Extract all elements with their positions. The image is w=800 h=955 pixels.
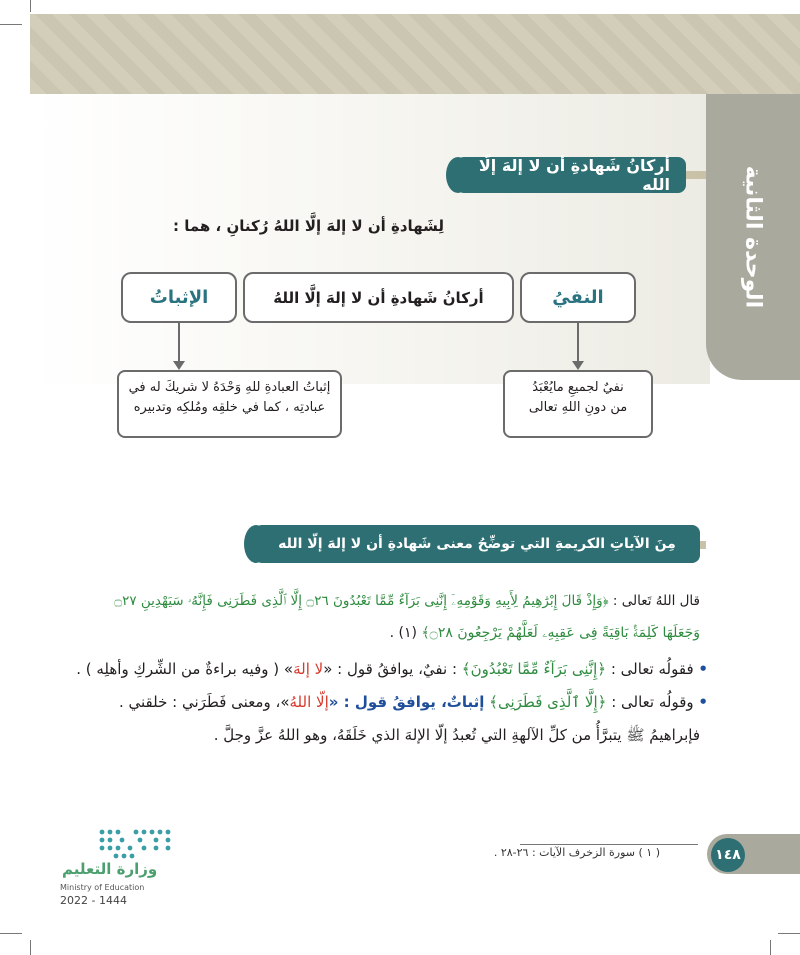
diagram-right-box (520, 272, 636, 323)
section1-intro-text: لِشَهادةِ أن لا إلهَ إلَّا اللهُ رُكنانِ ، هما : (173, 217, 444, 235)
quran-verse: وَجَعَلَهَا كَلِمَةًۢ بَاقِيَةً فِى عَقِبِهِۦ لَعَلَّهُمْ يَرْجِعُونَ ۝٢٨﴾ (421, 625, 700, 641)
quran-verse: ﴿إِنَّنِى بَرَآءٌ مِّمَّا تَعْبُدُونَ﴾ (461, 660, 607, 678)
ministry-name-arabic: وزارة التعليم (62, 860, 158, 878)
text: : نفيٌ، يوافقُ قول : « (323, 660, 458, 678)
verse-line-1 (114, 593, 700, 609)
top-banner (30, 14, 800, 94)
left-desc-line: إثباتُ العبادةِ للهِ وَحْدَهُ لا شريكَ له في (128, 380, 331, 395)
section1-title: أركانُ شَهادةِ أن لا إلهَ إلّا الله (478, 156, 670, 194)
section2-title: مِنَ الآياتِ الكريمةِ التي توضِّحُ معنى شَهادةِ أن لا إلهَ إلّا الله (278, 536, 676, 552)
text: فإبراهيمُ ﷺ يتبرَّأُ من كلِّ الآلهةِ التي تُعبدُ إلّا الإلهَ الذي خَلَقَهُ، وهو اللهُ عزَّ وجلَّ . (213, 726, 700, 744)
diagram-left-box (121, 272, 237, 323)
verse-line-2 (390, 625, 700, 641)
highlight: إلّا اللهُ (289, 693, 329, 711)
ministry-name-english: Ministry of Education (60, 883, 145, 892)
right-desc-line: نفيٌ لجميعِ مايُعْبَدُ (532, 380, 624, 395)
text: فقولُه تعالى : (610, 660, 694, 678)
ministry-logo-icon (60, 826, 180, 862)
crop-mark (0, 933, 22, 934)
diagram-right-label: النفيُ (552, 287, 604, 308)
highlight: لا إلهَ (293, 660, 324, 678)
bullet-icon: • (698, 660, 708, 678)
explanation-line-3 (214, 726, 700, 748)
footnote-ref: (١) . (389, 625, 417, 641)
crop-mark (0, 24, 22, 25)
crop-mark (30, 940, 31, 955)
crop-mark (778, 933, 800, 934)
crop-mark (30, 0, 31, 12)
explanation-line-1 (76, 660, 708, 678)
pattern-background (30, 94, 710, 384)
quran-verse: ﴿إِلَّا ٱلَّذِى فَطَرَنِى﴾ (489, 693, 607, 711)
explanation-line-2 (119, 693, 708, 711)
crop-mark (770, 940, 771, 955)
unit-title: الوحدة الثانية (740, 165, 766, 309)
text: وقولُه تعالى : (611, 693, 694, 711)
unit-side-tab-label (706, 94, 800, 380)
verse-intro: قال اللهُ تَعالى : (612, 593, 700, 609)
text: »، ومعنى فَطَرَني : خلقني . (118, 693, 290, 711)
section1-heading (456, 157, 686, 193)
bullet-icon: • (698, 693, 708, 711)
diagram-center-box (243, 272, 514, 323)
arrow-down-icon (173, 361, 185, 370)
text: إثباتٌ، يوافقُ قول : « (328, 693, 485, 711)
diagram-right-desc (503, 370, 653, 438)
diagram-connector-left (178, 323, 180, 363)
diagram-center-label: أركانُ شَهادةِ أن لا إلهَ إلَّا اللهُ (273, 288, 484, 307)
diagram-left-label: الإثباتُ (149, 287, 209, 308)
left-desc-line: عبادتِه ، كما في خلقِه ومُلكِه وتدبيره (133, 400, 326, 415)
section2-heading (254, 525, 700, 563)
text: » ( وفيه براءةٌ من الشِّركِ وأهلِه ) . (76, 660, 294, 678)
edition-year: 2022 - 1444 (60, 894, 127, 907)
arrow-down-icon (572, 361, 584, 370)
diagram-connector-right (577, 323, 579, 363)
page-number: ١٤٨ (711, 838, 745, 872)
right-desc-line: من دونِ اللهِ تعالى (528, 400, 628, 415)
footnote-divider (520, 844, 698, 845)
diagram-left-desc (117, 370, 342, 438)
footnote: ( ١ ) سورة الزخرف الآيات : ٢٦-٢٨ . (493, 846, 660, 859)
quran-verse: ﴿وَإِذْ قَالَ إِبْرَٰهِيمُ لِأَبِيهِ وَقَوْمِهِۦٓ إِنَّنِى بَرَآءٌ مِّمَّا تَعْبُدُونَ ۝٢٦ إِلَّا ٱلَّذِى فَطَرَنِى فَإِنَّهُۥ سَيَهْدِينِ ۝٢٧ (114, 593, 609, 609)
section1-intro (173, 217, 444, 235)
